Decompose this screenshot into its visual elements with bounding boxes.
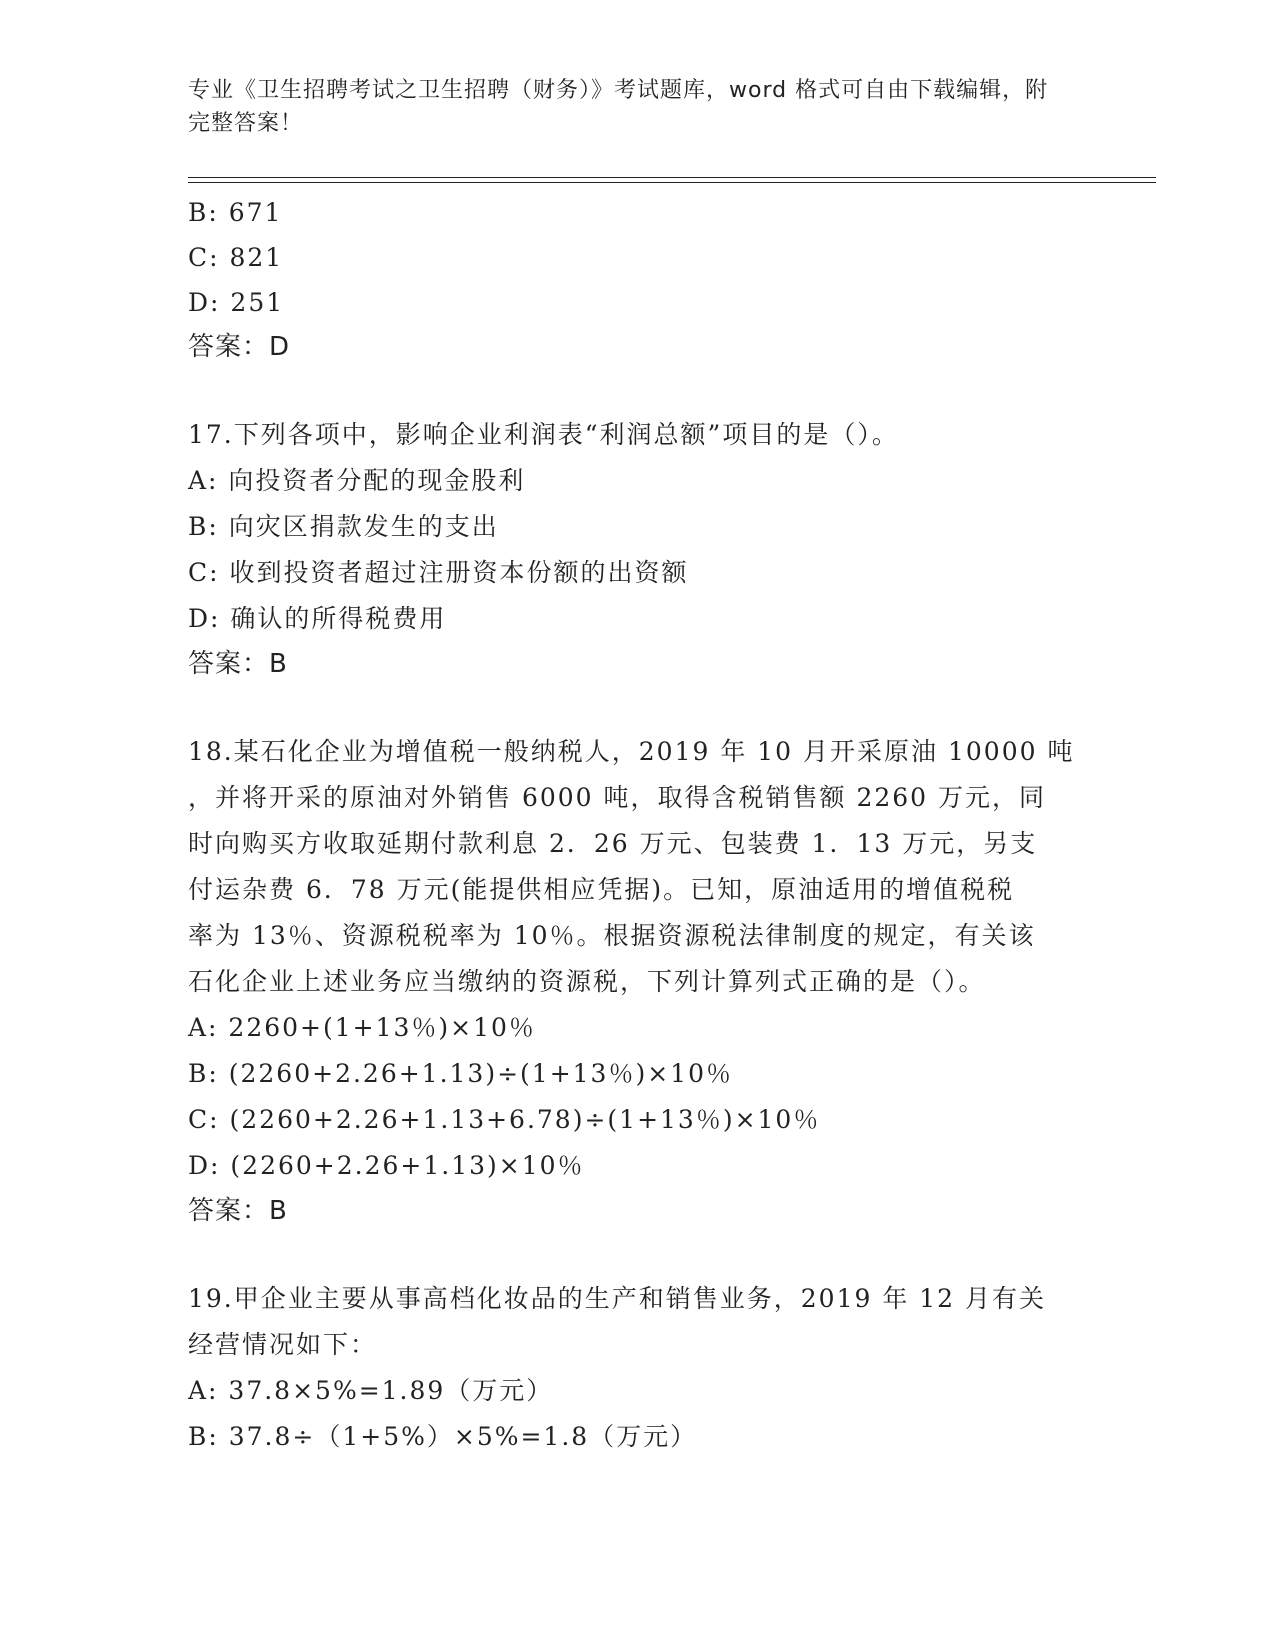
- question-stem-line-3: 时向购买方收取延期付款利息 2．26 万元、包装费 1．13 万元，另支: [188, 829, 1038, 858]
- option-c: C: 821: [188, 243, 284, 272]
- option-c: C: 收到投资者超过注册资本份额的出资额: [188, 558, 689, 587]
- question-stem-line-1: 18.某石化企业为增值税一般纳税人，2019 年 10 月开采原油 10000 吨: [188, 737, 1075, 766]
- option-b: B: 671: [188, 198, 283, 227]
- document-body: [188, 190, 1088, 1460]
- header-divider-top: [188, 177, 1156, 178]
- question-stem-line-1: 19.甲企业主要从事高档化妆品的生产和销售业务，2019 年 12 月有关: [188, 1284, 1047, 1313]
- option-b: B: (2260+2.26+1.13)÷(1+13％)×10％: [188, 1059, 733, 1088]
- question-19: [188, 1276, 1088, 1460]
- question-stem-line-5: 率为 13％、资源税税率为 10％。根据资源税法律制度的规定，有关该: [188, 921, 1036, 950]
- answer-label: 答案：B: [188, 1196, 288, 1226]
- question-stem-line-6: 石化企业上述业务应当缴纳的资源税，下列计算列式正确的是（）。: [188, 967, 986, 996]
- question-stem-line-4: 付运杂费 6．78 万元(能提供相应凭据)。已知，原油适用的增值税税: [188, 875, 1015, 904]
- option-a: A: 向投资者分配的现金股利: [188, 466, 526, 495]
- spacer: [188, 370, 1088, 412]
- option-c: C: (2260+2.26+1.13+6.78)÷(1+13％)×10％: [188, 1105, 821, 1134]
- question-16-tail: [188, 190, 1088, 370]
- question-stem-line-2: ，并将开采的原油对外销售 6000 吨，取得含税销售额 2260 万元，同: [188, 783, 1047, 812]
- option-d: D: (2260+2.26+1.13)×10％: [188, 1151, 585, 1180]
- question-stem-line-2: 经营情况如下：: [188, 1330, 378, 1359]
- document-header: 专业《卫生招聘考试之卫生招聘（财务）》考试题库，word 格式可自由下载编辑，附完整答案！: [188, 78, 1049, 136]
- question-18: [188, 729, 1088, 1234]
- spacer: [188, 1234, 1088, 1276]
- option-d: D: 251: [188, 288, 285, 317]
- option-d: D: 确认的所得税费用: [188, 604, 447, 633]
- header-divider-bottom: [188, 182, 1156, 183]
- question-17: [188, 412, 1088, 687]
- answer-label: 答案：B: [188, 649, 288, 679]
- option-a: A: 2260+(1+13％)×10％: [188, 1013, 536, 1042]
- question-stem: 17.下列各项中，影响企业利润表“利润总额”项目的是（）。: [188, 420, 899, 449]
- answer-label: 答案：D: [188, 332, 291, 362]
- option-b: B: 37.8÷（1+5%）×5%=1.8（万元）: [188, 1422, 698, 1451]
- option-a: A: 37.8×5%=1.89（万元）: [188, 1376, 554, 1405]
- spacer: [188, 687, 1088, 729]
- option-b: B: 向灾区捐款发生的支出: [188, 512, 499, 541]
